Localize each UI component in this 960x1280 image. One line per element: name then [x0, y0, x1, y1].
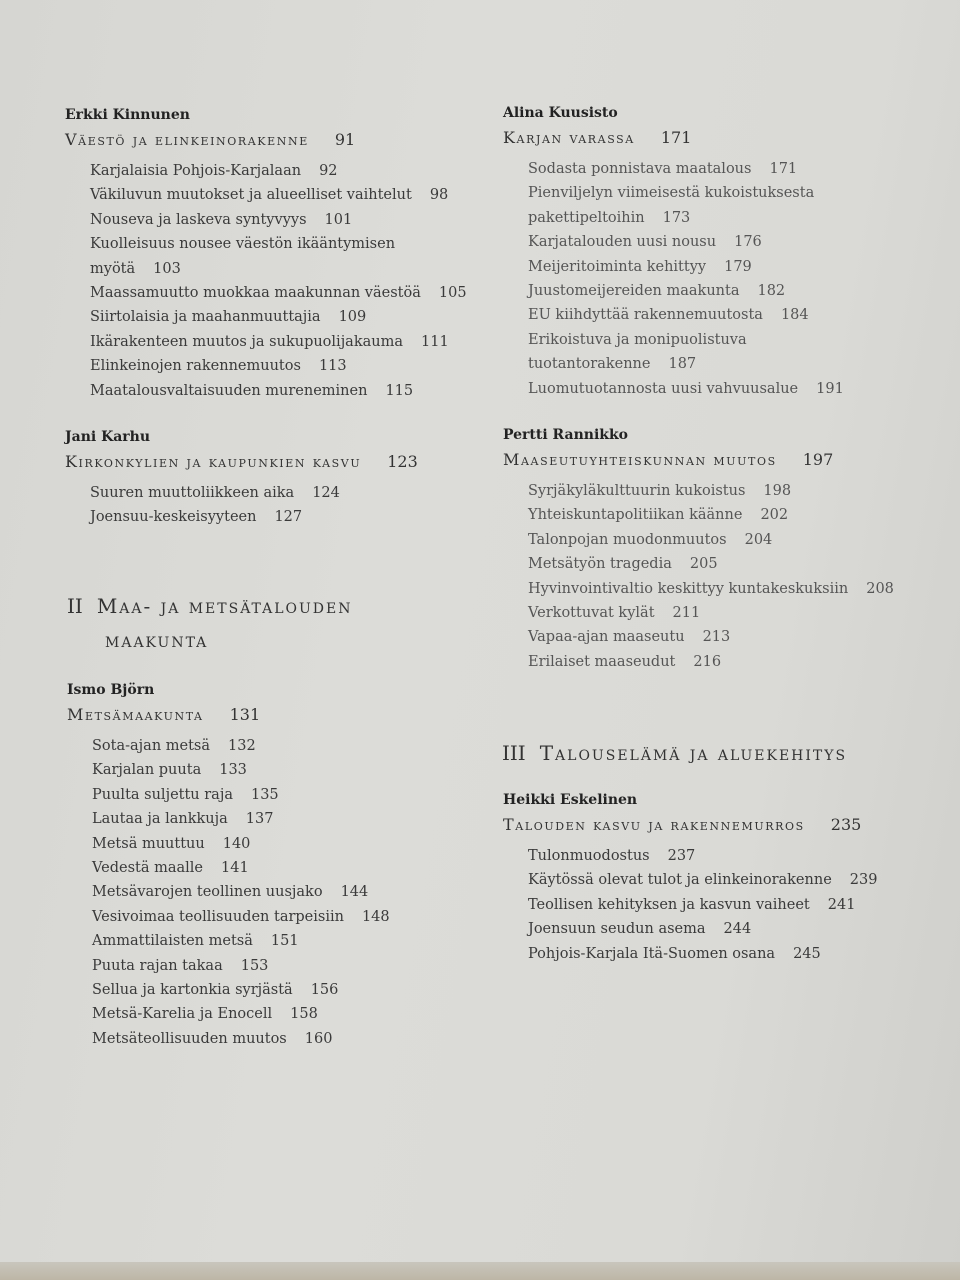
toc-entry-title: myötä	[90, 260, 136, 277]
toc-entry-line1: Pienviljelyn viimeisestä kukoistuksesta	[528, 185, 815, 202]
toc-entry	[528, 917, 877, 941]
toc-entry-title: Sellua ja kartonkia syrjästä	[92, 981, 293, 998]
toc-entry-title: Karjalan puuta	[92, 762, 202, 779]
toc-page-number: 92	[319, 163, 338, 179]
toc-page-number: 151	[270, 933, 299, 950]
toc-entry	[92, 929, 390, 953]
section-eskelinen	[503, 788, 877, 966]
toc-entry	[528, 893, 877, 917]
toc-entry-title: Pohjois-Karjala Itä-Suomen osana	[528, 945, 776, 962]
toc-page-number: 153	[240, 957, 269, 974]
toc-page-number: 103	[153, 260, 181, 277]
toc-entry	[92, 783, 390, 807]
toc-entry	[528, 279, 844, 303]
toc-entry	[90, 159, 467, 183]
toc-page-number: 202	[760, 507, 789, 524]
toc-page-number: 211	[672, 604, 701, 621]
toc-entry-title: Karjalaisia Pohjois-Karjalaan	[90, 163, 302, 179]
toc-entry	[90, 330, 467, 354]
toc-entry	[528, 942, 877, 966]
toc-page-number: 184	[780, 307, 809, 324]
toc-entry-title: Juustomeijereiden maakunta	[528, 282, 740, 299]
author-name: Erkki Kinnunen	[65, 107, 190, 123]
toc-entry-title: Metsävarojen teollinen uusjako	[92, 884, 323, 901]
toc-page-number: 105	[438, 284, 467, 301]
toc-entry-title: Lautaa ja lankkuja	[92, 811, 228, 828]
toc-entry-title: Siirtolaisia ja maahanmuuttajia	[90, 309, 321, 326]
toc-page-number: 173	[662, 209, 691, 226]
toc-page-number: 171	[769, 161, 798, 177]
toc-entry-title: Syrjäkyläkulttuurin kukoistus	[528, 483, 746, 499]
toc-entry	[528, 479, 894, 503]
toc-entry-title: Yhteiskuntapolitiikan käänne	[528, 507, 743, 524]
toc-entry	[528, 303, 844, 327]
toc-page-number: 111	[421, 333, 449, 350]
chapter-title	[65, 127, 467, 153]
toc-page-number: 127	[274, 509, 303, 526]
toc-entry-title: tuotantorakenne	[528, 356, 651, 373]
section-kuusisto	[503, 101, 844, 401]
toc-entry-title: Karjatalouden uusi nousu	[528, 234, 717, 251]
chapter-title	[503, 447, 894, 473]
toc-page-number: 213	[702, 629, 731, 646]
part-number: III	[502, 741, 526, 765]
toc-page-number: 160	[304, 1030, 333, 1047]
toc-entry	[528, 503, 894, 527]
toc-page-number: 239	[849, 872, 878, 889]
toc-page-number: 156	[310, 981, 339, 998]
chapter-page-number: 235	[830, 815, 862, 834]
toc-entry	[90, 481, 418, 505]
toc-page-number: 135	[250, 786, 279, 803]
page-edge	[0, 1262, 960, 1280]
author-name: Ismo Björn	[67, 682, 155, 698]
toc-entry-title: Joensuun seudun asema	[528, 921, 706, 938]
toc-entry	[90, 208, 467, 232]
toc-entry	[92, 1002, 390, 1026]
entry-list	[503, 479, 894, 674]
toc-entry	[528, 552, 894, 576]
toc-entry-title: Verkottuvat kylät	[528, 604, 655, 621]
toc-entry-title: Meijeritoiminta kehittyy	[528, 258, 707, 275]
toc-entry-title: Vesivoimaa teollisuuden tarpeisiin	[92, 908, 344, 925]
toc-entry-title: Tulonmuodostus	[528, 848, 650, 864]
toc-entry-title: Puulta suljettu raja	[92, 786, 233, 803]
toc-page-number: 140	[222, 835, 251, 852]
toc-entry	[90, 257, 467, 281]
toc-entry	[528, 650, 894, 674]
toc-page-number: 148	[361, 908, 390, 925]
entry-list	[65, 481, 418, 530]
author-name: Jani Karhu	[65, 429, 151, 445]
toc-entry	[92, 758, 390, 782]
toc-page-number: 237	[667, 848, 696, 864]
toc-entry-title: Elinkeinojen rakennemuutos	[90, 358, 301, 375]
toc-entry-title: Puuta rajan takaa	[92, 957, 223, 974]
toc-entry-title: Nouseva ja laskeva syntyvyys	[90, 211, 307, 228]
part-2-heading	[67, 589, 353, 657]
author-name: Pertti Rannikko	[503, 427, 629, 443]
toc-entry-title: Erilaiset maaseudut	[528, 653, 676, 670]
toc-entry	[528, 625, 894, 649]
toc-entry	[90, 281, 467, 305]
toc-page-number: 109	[338, 309, 367, 326]
toc-entry-title: Maassamuutto muokkaa maakunnan väestöä	[90, 284, 421, 301]
entry-list	[503, 157, 844, 401]
part-3-heading	[502, 736, 847, 770]
chapter-title	[65, 449, 418, 475]
entry-list	[67, 734, 390, 1051]
toc-entry	[90, 379, 467, 403]
chapter-title	[503, 125, 844, 151]
toc-entry	[92, 856, 390, 880]
toc-entry	[528, 601, 894, 625]
toc-entry-title: Maatalousvaltaisuuden mureneminen	[90, 382, 368, 399]
toc-entry-title: Sodasta ponnistava maatalous	[528, 161, 752, 177]
toc-entry	[90, 354, 467, 378]
toc-entry	[92, 978, 390, 1002]
chapter-page-number: 91	[334, 130, 356, 149]
toc-page-number: 158	[290, 1006, 318, 1023]
toc-entry-title: Luomutuotannosta uusi vahvuusalue	[528, 380, 799, 397]
chapter-page-number: 123	[387, 452, 418, 471]
toc-page-number: 187	[668, 356, 697, 373]
toc-entry	[92, 734, 390, 758]
author-name: Heikki Eskelinen	[503, 792, 638, 808]
chapter-page-number: 197	[802, 450, 834, 469]
chapter-title-text: Väestö ja elinkeinorakenne	[65, 130, 309, 149]
toc-entry	[528, 868, 877, 892]
toc-page-number: 208	[866, 580, 894, 597]
toc-entry	[528, 157, 844, 181]
section-karhu	[65, 425, 418, 530]
toc-entry	[92, 1027, 390, 1051]
toc-page-number: 132	[228, 738, 256, 754]
toc-entry-title: Joensuu-keskeisyyteen	[90, 509, 257, 526]
toc-entry-title: Käytössä olevat tulot ja elinkeinorakenne	[528, 872, 832, 889]
part-title-line2: maakunta	[105, 628, 209, 652]
toc-page-number: 115	[385, 382, 414, 399]
toc-entry-title: Talonpojan muodonmuutos	[528, 531, 727, 548]
part-title-line1: Maa- ja metsätalouden	[96, 594, 353, 618]
part-number: II	[67, 594, 83, 618]
chapter-page-number: 171	[660, 128, 692, 147]
toc-entry-title: Metsäteollisuuden muutos	[92, 1030, 287, 1047]
toc-page-number: 198	[763, 483, 792, 499]
chapter-title-text: Karjan varassa	[503, 128, 635, 147]
toc-entry	[528, 230, 844, 254]
toc-entry-title: Väkiluvun muutokset ja alueelliset vaihtelut	[90, 187, 412, 204]
toc-entry	[528, 844, 877, 868]
toc-page-number: 133	[219, 762, 247, 779]
toc-page-number: 101	[324, 211, 353, 228]
section-bjorn	[67, 678, 390, 1051]
section-kinnunen	[65, 103, 467, 403]
toc-entry	[528, 352, 844, 376]
toc-entry-title: Metsä muuttuu	[92, 835, 205, 852]
chapter-title-text: Talouden kasvu ja rakennemurros	[503, 815, 805, 834]
toc-entry	[92, 880, 390, 904]
toc-entry	[528, 528, 894, 552]
toc-page-number: 205	[689, 556, 718, 573]
author-name: Alina Kuusisto	[503, 105, 618, 121]
chapter-title	[67, 702, 390, 728]
toc-entry	[92, 832, 390, 856]
toc-entry-title: Suuren muuttoliikkeen aika	[90, 485, 295, 501]
toc-entry	[90, 183, 467, 207]
toc-entry-line1: Kuolleisuus nousee väestön ikääntymisen	[90, 236, 396, 253]
toc-entry	[528, 577, 894, 601]
toc-page-number: 98	[429, 187, 449, 204]
toc-page-number: 241	[827, 896, 856, 913]
section-rannikko	[503, 423, 894, 674]
toc-page-number: 141	[221, 859, 249, 876]
toc-entry-title: pakettipeltoihin	[528, 209, 645, 226]
toc-entry	[92, 807, 390, 831]
toc-page-number: 244	[723, 921, 752, 938]
toc-page-number: 137	[245, 811, 274, 828]
toc-entry-line1: Erikoistuva ja monipuolistuva	[528, 331, 747, 348]
entry-list	[503, 844, 877, 966]
toc-page-number: 204	[744, 531, 773, 548]
toc-page-number: 191	[816, 380, 844, 397]
toc-entry	[92, 954, 390, 978]
toc-entry-title: Metsätyön tragedia	[528, 556, 672, 573]
toc-page-number: 216	[693, 653, 722, 670]
chapter-title-text: Maaseutuyhteiskunnan muutos	[503, 450, 777, 469]
toc-page-number: 113	[318, 358, 347, 375]
toc-entry-title: Metsä-Karelia ja Enocell	[92, 1006, 273, 1023]
entry-list	[65, 159, 467, 403]
part-title: Talouselämä ja aluekehitys	[539, 741, 848, 765]
toc-page-number: 124	[312, 485, 340, 501]
toc-page-number: 182	[757, 282, 786, 299]
chapter-title-text: Kirkonkylien ja kaupunkien kasvu	[65, 452, 362, 471]
chapter-title	[503, 812, 877, 838]
toc-entry	[528, 255, 844, 279]
toc-page-number: 245	[793, 945, 821, 962]
toc-entry-title: Sota-ajan metsä	[92, 738, 211, 754]
toc-entry-title: Vapaa-ajan maaseutu	[528, 629, 685, 646]
toc-page-number: 176	[734, 234, 762, 251]
toc-entry-title: Hyvinvointivaltio keskittyy kuntakeskuksiin	[528, 580, 849, 597]
chapter-title-text: Metsämaakunta	[67, 705, 204, 724]
toc-entry	[90, 505, 418, 529]
toc-page-number: 179	[724, 258, 752, 275]
toc-entry	[528, 206, 844, 230]
toc-entry-title: EU kiihdyttää rakennemuutosta	[528, 307, 763, 324]
toc-entry	[92, 905, 390, 929]
toc-entry-title: Ammattilaisten metsä	[92, 933, 253, 950]
chapter-page-number: 131	[229, 705, 261, 724]
toc-entry-title: Teollisen kehityksen ja kasvun vaiheet	[528, 896, 810, 913]
toc-entry	[528, 377, 844, 401]
toc-entry	[90, 305, 467, 329]
toc-entry-title: Ikärakenteen muutos ja sukupuolijakauma	[90, 333, 403, 350]
toc-page-number: 144	[340, 884, 369, 901]
toc-entry-title: Vedestä maalle	[92, 859, 204, 876]
